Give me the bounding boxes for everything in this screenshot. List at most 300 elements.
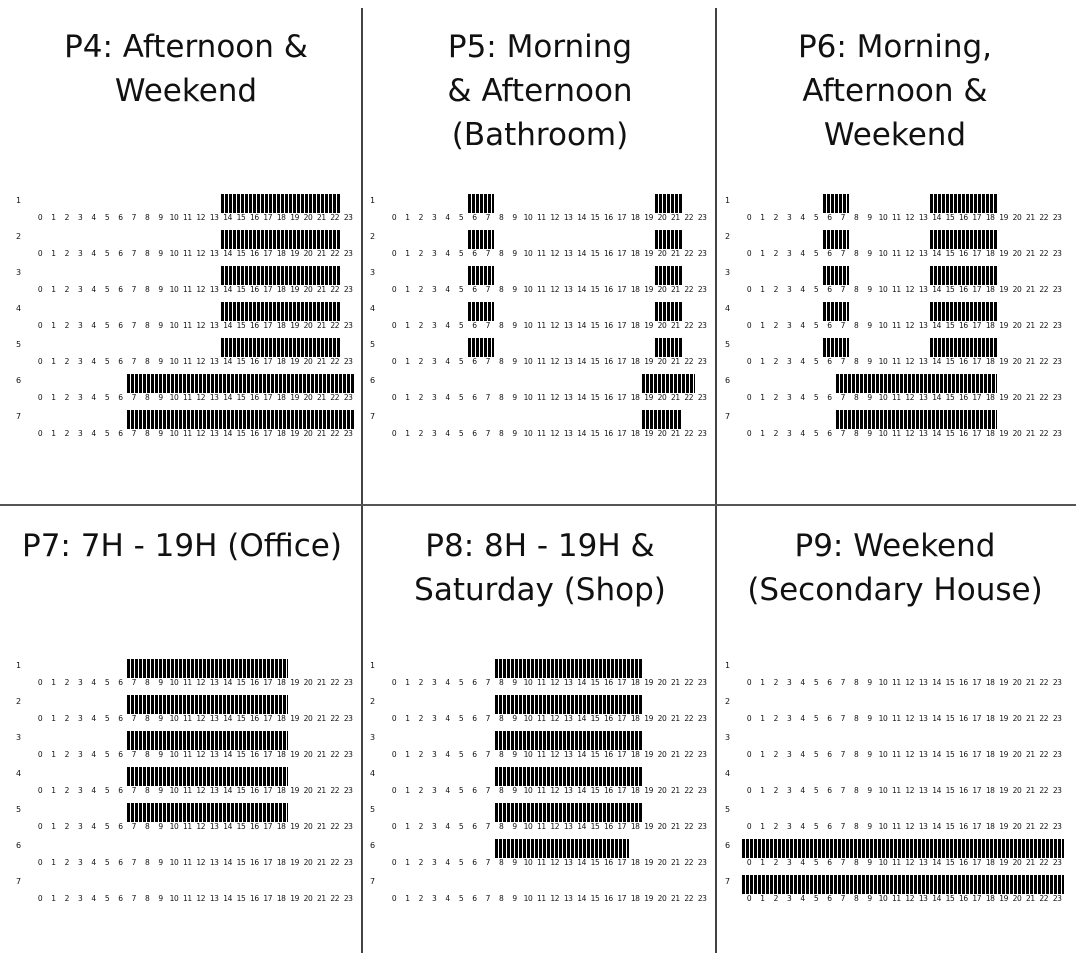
hour-tick-label: 5 bbox=[813, 357, 819, 366]
hour-tick-label: 12 bbox=[196, 321, 206, 330]
hour-tick-label: 0 bbox=[746, 822, 752, 831]
hour-tick-label: 0 bbox=[391, 249, 397, 258]
day-row bbox=[370, 801, 710, 837]
hour-tick-label: 13 bbox=[209, 429, 219, 438]
hour-tick-label: 6 bbox=[827, 357, 832, 366]
hour-tick-label: 17 bbox=[263, 429, 273, 438]
hour-tick-label: 2 bbox=[418, 894, 423, 903]
hour-tick-label: 18 bbox=[630, 285, 640, 294]
hour-tick-label: 14 bbox=[577, 714, 586, 723]
hour-tick-label: 16 bbox=[604, 894, 613, 903]
hour-tick-label: 11 bbox=[183, 678, 192, 687]
hour-tick-label: 10 bbox=[169, 429, 179, 438]
hour-tick-label: 2 bbox=[773, 285, 778, 294]
hour-tick-label: 3 bbox=[432, 249, 437, 258]
hour-tick-label: 2 bbox=[64, 858, 69, 867]
hour-tick-label: 5 bbox=[813, 429, 819, 438]
hour-tick-label: 14 bbox=[577, 786, 586, 795]
hour-tick-label: 12 bbox=[196, 429, 206, 438]
occupancy-bar bbox=[930, 266, 997, 285]
hour-tick-label: 8 bbox=[499, 393, 504, 402]
hour-tick-label: 10 bbox=[169, 858, 179, 867]
hour-tick-label: 12 bbox=[550, 678, 560, 687]
hour-tick-label: 16 bbox=[250, 393, 259, 402]
hour-tick-label: 9 bbox=[867, 285, 872, 294]
hour-tick-label: 17 bbox=[617, 285, 627, 294]
day-label: 3 bbox=[16, 733, 22, 742]
hour-tick-label: 7 bbox=[131, 714, 136, 723]
hour-tick-label: 16 bbox=[959, 822, 968, 831]
occupancy-bar bbox=[495, 839, 629, 858]
hour-tick-label: 22 bbox=[684, 822, 694, 831]
hour-tick-label: 5 bbox=[458, 786, 464, 795]
hour-tick-label: 14 bbox=[223, 429, 232, 438]
hour-tick-label: 12 bbox=[196, 285, 206, 294]
hour-tick-label: 11 bbox=[183, 393, 192, 402]
hour-tick-label: 5 bbox=[458, 714, 464, 723]
hour-tick-label: 10 bbox=[523, 858, 533, 867]
occupancy-bar bbox=[823, 230, 850, 249]
hour-tick-label: 17 bbox=[617, 714, 627, 723]
hour-tick-label: 2 bbox=[773, 357, 778, 366]
hour-tick-label: 23 bbox=[697, 285, 707, 294]
hour-tick-label: 10 bbox=[523, 714, 533, 723]
panel-title: P6: Morning, Afternoon & Weekend bbox=[797, 29, 993, 153]
day-row bbox=[725, 801, 1065, 837]
hour-tick-label: 10 bbox=[169, 894, 179, 903]
hour-tick-label: 23 bbox=[1052, 321, 1062, 330]
hour-tick-label: 0 bbox=[37, 429, 43, 438]
hour-tick-label: 9 bbox=[158, 429, 163, 438]
hour-tick-label: 8 bbox=[854, 393, 859, 402]
hour-tick-label: 9 bbox=[158, 285, 163, 294]
hour-tick-label: 0 bbox=[746, 750, 752, 759]
hour-tick-label: 16 bbox=[604, 285, 613, 294]
hour-tick-label: 0 bbox=[391, 429, 397, 438]
hour-tick-label: 1 bbox=[760, 714, 765, 723]
hour-tick-label: 10 bbox=[878, 429, 888, 438]
hour-tick-label: 11 bbox=[183, 714, 192, 723]
hour-tick-label: 14 bbox=[577, 822, 586, 831]
hour-tick-label: 21 bbox=[1026, 786, 1035, 795]
hour-tick-label: 7 bbox=[485, 678, 490, 687]
hour-tick-label: 7 bbox=[131, 678, 136, 687]
hour-tick-label: 19 bbox=[290, 393, 299, 402]
hour-tick-label: 20 bbox=[1012, 786, 1022, 795]
hour-tick-label: 13 bbox=[918, 714, 928, 723]
hour-tick-label: 15 bbox=[590, 750, 600, 759]
hour-tick-label: 4 bbox=[445, 786, 450, 795]
hour-tick-label: 1 bbox=[405, 321, 410, 330]
hour-tick-label: 3 bbox=[432, 678, 437, 687]
hour-tick-label: 21 bbox=[317, 714, 326, 723]
occupancy-bar bbox=[221, 230, 342, 249]
hour-tick-label: 13 bbox=[918, 750, 928, 759]
hour-tick-label: 4 bbox=[445, 213, 450, 222]
hour-tick-label: 4 bbox=[91, 894, 96, 903]
occupancy-bar bbox=[221, 338, 342, 357]
day-label: 4 bbox=[16, 304, 22, 313]
hour-tick-label: 9 bbox=[867, 822, 872, 831]
hour-tick-label: 13 bbox=[209, 750, 219, 759]
hour-tick-label: 11 bbox=[892, 750, 901, 759]
hour-tick-label: 2 bbox=[418, 714, 423, 723]
hour-tick-label: 7 bbox=[485, 714, 490, 723]
hour-tick-label: 0 bbox=[391, 786, 397, 795]
hour-tick-label: 23 bbox=[1052, 822, 1062, 831]
hour-tick-label: 3 bbox=[78, 678, 83, 687]
hour-tick-label: 6 bbox=[827, 786, 832, 795]
hour-tick-label: 9 bbox=[867, 858, 872, 867]
hour-tick-label: 4 bbox=[91, 678, 96, 687]
hour-tick-label: 4 bbox=[800, 249, 805, 258]
hour-tick-label: 12 bbox=[196, 678, 206, 687]
hour-tick-label: 8 bbox=[499, 249, 504, 258]
hour-tick-label: 16 bbox=[250, 213, 259, 222]
hour-tick-label: 21 bbox=[671, 357, 680, 366]
occupancy-bar bbox=[823, 194, 850, 213]
hour-tick-label: 19 bbox=[999, 894, 1008, 903]
hour-tick-label: 11 bbox=[892, 858, 901, 867]
hour-tick-label: 17 bbox=[972, 678, 982, 687]
hour-tick-label: 4 bbox=[445, 249, 450, 258]
hour-tick-label: 1 bbox=[405, 357, 410, 366]
hour-tick-label: 8 bbox=[145, 822, 150, 831]
hour-tick-label: 16 bbox=[959, 894, 968, 903]
hour-tick-label: 14 bbox=[223, 393, 232, 402]
hour-tick-label: 22 bbox=[684, 393, 694, 402]
hour-tick-label: 18 bbox=[630, 750, 640, 759]
hour-tick-label: 17 bbox=[617, 393, 627, 402]
occupancy-bar bbox=[655, 194, 682, 213]
hour-tick-label: 12 bbox=[905, 894, 915, 903]
hour-tick-label: 14 bbox=[223, 357, 232, 366]
hour-tick-label: 19 bbox=[644, 357, 653, 366]
hour-tick-label: 8 bbox=[854, 249, 859, 258]
hour-tick-label: 6 bbox=[472, 249, 477, 258]
day-row bbox=[370, 837, 710, 873]
hour-tick-label: 19 bbox=[290, 285, 299, 294]
hour-tick-label: 22 bbox=[1039, 714, 1049, 723]
hour-tick-label: 6 bbox=[118, 393, 123, 402]
hour-tick-label: 13 bbox=[918, 894, 928, 903]
hour-tick-label: 6 bbox=[827, 894, 832, 903]
hour-tick-label: 1 bbox=[405, 750, 410, 759]
hour-tick-label: 9 bbox=[512, 213, 517, 222]
hour-tick-label: 2 bbox=[418, 750, 423, 759]
hour-tick-label: 5 bbox=[813, 858, 819, 867]
day-row bbox=[725, 729, 1065, 765]
hour-tick-label: 18 bbox=[276, 822, 286, 831]
hour-tick-label: 5 bbox=[813, 321, 819, 330]
hour-tick-label: 10 bbox=[878, 213, 888, 222]
hour-tick-label: 20 bbox=[303, 714, 313, 723]
hour-tick-label: 8 bbox=[854, 285, 859, 294]
hour-tick-label: 9 bbox=[158, 750, 163, 759]
hour-tick-label: 23 bbox=[343, 822, 353, 831]
hour-tick-label: 5 bbox=[458, 213, 464, 222]
hour-tick-label: 8 bbox=[499, 858, 504, 867]
hour-tick-label: 18 bbox=[985, 894, 995, 903]
hour-tick-label: 13 bbox=[563, 393, 573, 402]
hour-tick-label: 9 bbox=[867, 393, 872, 402]
hour-tick-label: 14 bbox=[223, 894, 232, 903]
hour-tick-label: 5 bbox=[813, 750, 819, 759]
hour-tick-label: 2 bbox=[773, 714, 778, 723]
day-label: 2 bbox=[725, 232, 731, 241]
hour-tick-label: 5 bbox=[104, 786, 110, 795]
day-row bbox=[725, 192, 1065, 228]
day-label: 5 bbox=[725, 340, 731, 349]
hour-tick-label: 10 bbox=[169, 393, 179, 402]
hour-tick-label: 4 bbox=[800, 393, 805, 402]
hour-tick-label: 2 bbox=[418, 357, 423, 366]
hour-tick-label: 5 bbox=[104, 249, 110, 258]
hour-tick-label: 8 bbox=[145, 678, 150, 687]
hour-tick-label: 1 bbox=[405, 213, 410, 222]
hour-tick-label: 16 bbox=[959, 714, 968, 723]
hour-tick-label: 6 bbox=[118, 786, 123, 795]
hour-tick-label: 17 bbox=[263, 714, 273, 723]
hour-tick-label: 19 bbox=[644, 678, 653, 687]
hour-tick-label: 20 bbox=[657, 213, 667, 222]
hour-tick-label: 9 bbox=[158, 714, 163, 723]
day-row bbox=[16, 372, 356, 408]
hour-tick-label: 13 bbox=[563, 678, 573, 687]
hour-tick-label: 13 bbox=[209, 858, 219, 867]
hour-tick-label: 14 bbox=[223, 822, 232, 831]
hour-tick-label: 5 bbox=[104, 894, 110, 903]
hour-tick-label: 8 bbox=[854, 357, 859, 366]
day-row bbox=[16, 765, 356, 801]
hour-tick-label: 5 bbox=[458, 858, 464, 867]
day-label: 5 bbox=[16, 340, 22, 349]
hour-tick-label: 4 bbox=[800, 213, 805, 222]
hour-tick-label: 13 bbox=[209, 357, 219, 366]
hour-tick-label: 2 bbox=[64, 285, 69, 294]
hour-tick-label: 14 bbox=[223, 786, 232, 795]
hour-tick-label: 4 bbox=[800, 357, 805, 366]
hour-tick-label: 5 bbox=[104, 357, 110, 366]
day-row bbox=[370, 408, 710, 444]
occupancy-bar bbox=[495, 659, 642, 678]
hour-tick-label: 17 bbox=[263, 321, 273, 330]
hour-tick-label: 23 bbox=[697, 678, 707, 687]
hour-tick-label: 22 bbox=[1039, 285, 1049, 294]
hour-tick-label: 13 bbox=[209, 213, 219, 222]
occupancy-bar bbox=[468, 194, 495, 213]
day-label: 3 bbox=[725, 268, 731, 277]
hour-tick-label: 4 bbox=[800, 714, 805, 723]
hour-tick-label: 1 bbox=[405, 858, 410, 867]
hour-tick-label: 18 bbox=[276, 858, 286, 867]
hour-tick-label: 3 bbox=[787, 750, 792, 759]
hour-tick-label: 16 bbox=[604, 786, 613, 795]
hour-tick-label: 23 bbox=[697, 750, 707, 759]
hour-tick-label: 6 bbox=[118, 213, 123, 222]
hour-tick-label: 20 bbox=[303, 429, 313, 438]
hour-tick-label: 23 bbox=[343, 393, 353, 402]
hour-tick-label: 23 bbox=[1052, 429, 1062, 438]
hour-tick-label: 19 bbox=[644, 822, 653, 831]
hour-tick-label: 23 bbox=[343, 786, 353, 795]
hour-tick-label: 12 bbox=[196, 786, 206, 795]
hour-tick-label: 11 bbox=[892, 822, 901, 831]
hour-tick-label: 20 bbox=[657, 357, 667, 366]
hour-tick-label: 12 bbox=[550, 321, 560, 330]
occupancy-bar bbox=[127, 731, 288, 750]
hour-tick-label: 18 bbox=[630, 213, 640, 222]
hour-tick-label: 0 bbox=[746, 357, 752, 366]
hour-tick-label: 16 bbox=[604, 858, 613, 867]
hour-tick-label: 5 bbox=[813, 678, 819, 687]
hour-tick-label: 4 bbox=[800, 321, 805, 330]
hour-tick-label: 19 bbox=[999, 357, 1008, 366]
hour-tick-label: 2 bbox=[64, 894, 69, 903]
hour-tick-label: 11 bbox=[183, 858, 192, 867]
hour-tick-label: 21 bbox=[1026, 357, 1035, 366]
day-row bbox=[16, 336, 356, 372]
hour-tick-label: 14 bbox=[577, 285, 586, 294]
hour-tick-label: 19 bbox=[999, 858, 1008, 867]
hour-tick-label: 7 bbox=[485, 429, 490, 438]
hour-tick-label: 16 bbox=[959, 393, 968, 402]
hour-tick-label: 7 bbox=[840, 714, 845, 723]
hour-tick-label: 10 bbox=[878, 822, 888, 831]
hour-tick-label: 9 bbox=[512, 894, 517, 903]
hour-tick-label: 17 bbox=[617, 858, 627, 867]
hour-tick-label: 7 bbox=[840, 249, 845, 258]
hour-tick-label: 17 bbox=[972, 393, 982, 402]
hour-tick-label: 15 bbox=[236, 285, 246, 294]
hour-tick-label: 20 bbox=[1012, 678, 1022, 687]
hour-tick-label: 3 bbox=[432, 321, 437, 330]
hour-tick-label: 18 bbox=[985, 750, 995, 759]
hour-tick-label: 19 bbox=[644, 714, 653, 723]
hour-tick-label: 1 bbox=[51, 678, 56, 687]
hour-tick-label: 23 bbox=[1052, 285, 1062, 294]
day-label: 3 bbox=[725, 733, 731, 742]
hour-tick-label: 6 bbox=[118, 249, 123, 258]
hour-tick-label: 0 bbox=[37, 393, 43, 402]
hour-tick-label: 13 bbox=[563, 213, 573, 222]
hour-tick-label: 10 bbox=[878, 285, 888, 294]
hour-tick-label: 18 bbox=[630, 249, 640, 258]
hour-tick-label: 21 bbox=[317, 750, 326, 759]
hour-tick-label: 21 bbox=[1026, 213, 1035, 222]
hour-tick-label: 18 bbox=[985, 393, 995, 402]
day-row bbox=[16, 837, 356, 873]
hour-tick-label: 15 bbox=[236, 429, 246, 438]
hour-tick-label: 19 bbox=[644, 429, 653, 438]
hour-tick-label: 14 bbox=[932, 858, 941, 867]
hour-tick-label: 0 bbox=[391, 714, 397, 723]
hour-tick-label: 22 bbox=[684, 321, 694, 330]
hour-tick-label: 10 bbox=[523, 321, 533, 330]
hour-tick-label: 20 bbox=[657, 822, 667, 831]
hour-tick-label: 16 bbox=[959, 285, 968, 294]
hour-tick-label: 16 bbox=[959, 213, 968, 222]
hour-tick-label: 6 bbox=[827, 858, 832, 867]
hour-tick-label: 20 bbox=[1012, 750, 1022, 759]
hour-tick-label: 16 bbox=[250, 429, 259, 438]
hour-tick-label: 16 bbox=[250, 822, 259, 831]
hour-tick-label: 8 bbox=[145, 858, 150, 867]
hour-tick-label: 19 bbox=[290, 429, 299, 438]
hour-tick-label: 5 bbox=[813, 894, 819, 903]
hour-tick-label: 11 bbox=[183, 357, 192, 366]
occupancy-bar bbox=[127, 803, 288, 822]
hour-tick-label: 15 bbox=[590, 357, 600, 366]
hour-tick-label: 10 bbox=[878, 858, 888, 867]
hour-tick-label: 12 bbox=[196, 714, 206, 723]
hour-tick-label: 12 bbox=[550, 429, 560, 438]
hour-tick-label: 23 bbox=[1052, 357, 1062, 366]
hour-tick-label: 22 bbox=[684, 750, 694, 759]
day-row bbox=[16, 729, 356, 765]
hour-tick-label: 1 bbox=[405, 894, 410, 903]
hour-tick-label: 23 bbox=[343, 285, 353, 294]
hour-tick-label: 10 bbox=[878, 321, 888, 330]
day-row bbox=[725, 264, 1065, 300]
hour-tick-label: 17 bbox=[972, 750, 982, 759]
hour-tick-label: 4 bbox=[800, 822, 805, 831]
hour-tick-label: 12 bbox=[905, 249, 915, 258]
hour-tick-label: 2 bbox=[773, 393, 778, 402]
hour-tick-label: 19 bbox=[999, 822, 1008, 831]
hour-tick-label: 12 bbox=[905, 678, 915, 687]
occupancy-bar bbox=[836, 374, 997, 393]
hour-tick-label: 3 bbox=[432, 357, 437, 366]
hour-tick-label: 14 bbox=[932, 822, 941, 831]
hour-tick-label: 18 bbox=[630, 357, 640, 366]
hour-tick-label: 15 bbox=[236, 393, 246, 402]
hour-tick-label: 13 bbox=[563, 750, 573, 759]
day-label: 2 bbox=[16, 232, 22, 241]
hour-tick-label: 2 bbox=[773, 213, 778, 222]
hour-tick-label: 2 bbox=[64, 321, 69, 330]
hour-tick-label: 0 bbox=[37, 285, 43, 294]
hour-tick-label: 5 bbox=[458, 894, 464, 903]
hour-tick-label: 17 bbox=[263, 249, 273, 258]
hour-tick-label: 11 bbox=[537, 750, 546, 759]
hour-tick-label: 18 bbox=[276, 213, 286, 222]
hour-tick-label: 23 bbox=[697, 786, 707, 795]
hour-tick-label: 13 bbox=[918, 822, 928, 831]
hour-tick-label: 14 bbox=[577, 894, 586, 903]
hour-tick-label: 0 bbox=[746, 321, 752, 330]
hour-tick-label: 18 bbox=[630, 393, 640, 402]
hour-tick-label: 20 bbox=[303, 678, 313, 687]
hour-tick-label: 18 bbox=[630, 894, 640, 903]
hour-tick-label: 4 bbox=[91, 393, 96, 402]
hour-tick-label: 1 bbox=[51, 786, 56, 795]
hour-tick-label: 1 bbox=[51, 894, 56, 903]
hour-tick-label: 0 bbox=[746, 858, 752, 867]
hour-tick-label: 21 bbox=[317, 894, 326, 903]
hour-tick-label: 21 bbox=[671, 750, 680, 759]
hour-tick-label: 22 bbox=[330, 429, 340, 438]
hour-tick-label: 4 bbox=[800, 285, 805, 294]
hour-tick-label: 3 bbox=[787, 429, 792, 438]
hour-tick-label: 5 bbox=[104, 285, 110, 294]
hour-tick-label: 8 bbox=[854, 714, 859, 723]
hour-tick-label: 22 bbox=[1039, 786, 1049, 795]
occupancy-bar bbox=[930, 194, 997, 213]
hour-tick-label: 21 bbox=[1026, 429, 1035, 438]
hour-tick-label: 20 bbox=[303, 321, 313, 330]
hour-tick-label: 15 bbox=[236, 714, 246, 723]
